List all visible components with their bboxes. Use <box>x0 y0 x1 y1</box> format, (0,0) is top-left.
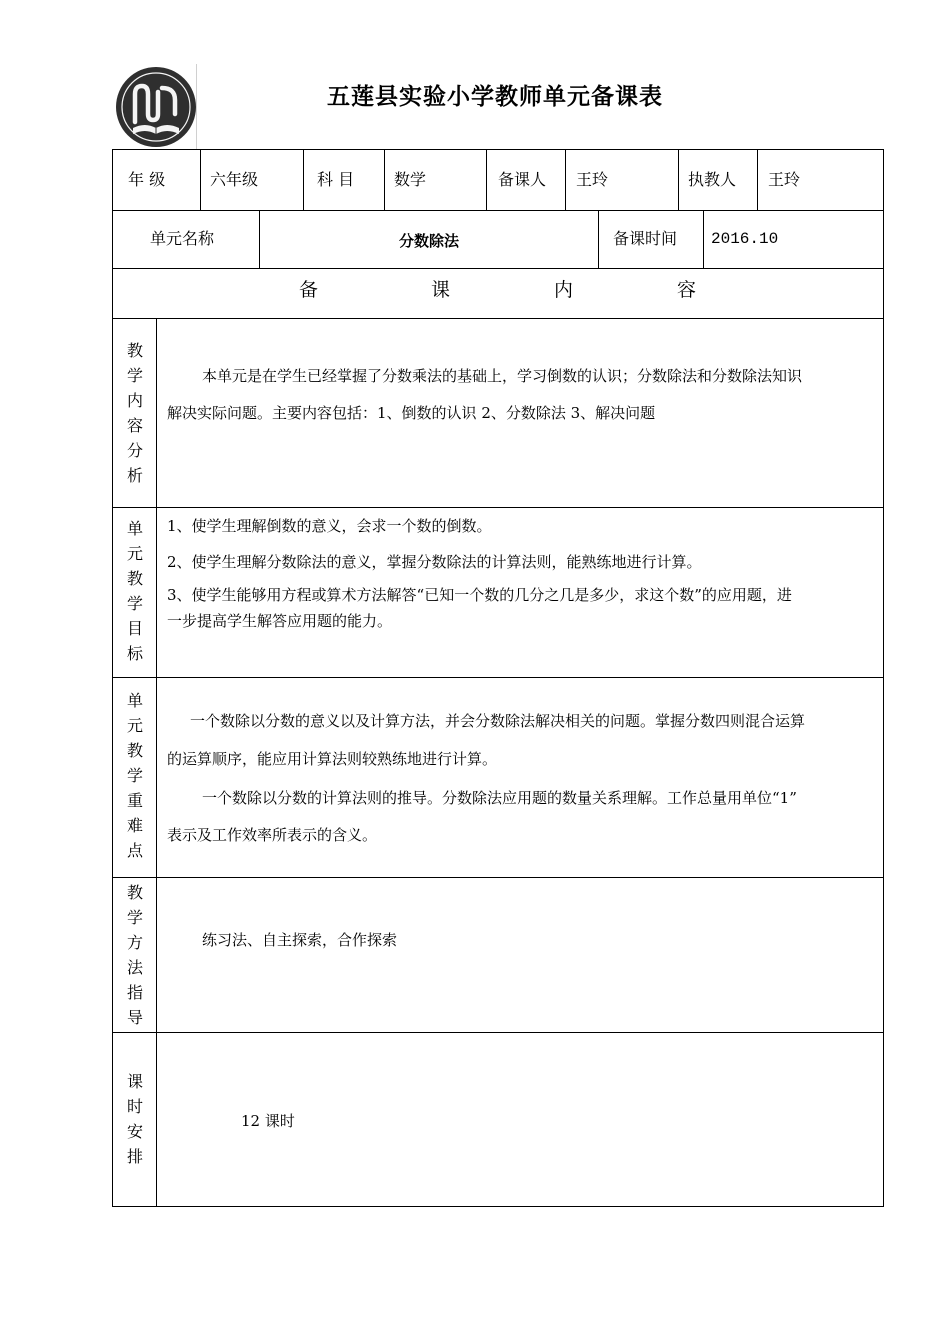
col-divider <box>384 149 385 211</box>
subject-value: 数学 <box>394 170 427 189</box>
row-divider <box>112 318 884 319</box>
page-title: 五莲县实验小学教师单元备课表 <box>327 84 663 110</box>
preparer-value: 王玲 <box>576 170 609 189</box>
school-logo-icon <box>115 64 197 150</box>
grade-value: 六年级 <box>210 170 259 189</box>
methods-text: 练习法、自主探索，合作探索 <box>202 931 398 949</box>
col-divider <box>565 149 566 211</box>
preparer-label: 备课人 <box>498 170 547 189</box>
content-header-char: 备 <box>299 279 319 301</box>
key-point-line: 一个数除以分数的计算法则的推导。分数除法应用题的数量关系理解。工作总量用单位“1” <box>202 789 797 807</box>
schedule-text: 12 课时 <box>241 1112 295 1130</box>
col-divider <box>598 210 599 269</box>
key-point-line: 的运算顺序，能应用计算法则较熟练地进行计算。 <box>167 750 498 768</box>
teacher-value: 王玲 <box>768 170 801 189</box>
unit-name-label: 单元名称 <box>150 229 215 248</box>
analysis-label: 教 学 内 容 分 析 <box>126 341 143 485</box>
row-divider <box>112 210 884 211</box>
col-divider <box>757 149 758 211</box>
content-header-char: 课 <box>431 279 451 301</box>
prep-time-label: 备课时间 <box>613 229 678 248</box>
key-point-line: 表示及工作效率所表示的含义。 <box>167 826 378 844</box>
key-points-label: 单 元 教 学 重 难 点 <box>126 691 143 860</box>
analysis-line: 本单元是在学生已经掌握了分数乘法的基础上，学习倒数的认识；分数除法和分数除法知识 <box>202 367 803 385</box>
col-divider <box>703 210 704 269</box>
row-divider <box>112 877 884 878</box>
col-divider <box>200 149 201 211</box>
row-divider <box>112 1032 884 1033</box>
prep-time-value: 2016.10 <box>711 230 779 248</box>
row-divider <box>112 677 884 678</box>
unit-name-value: 分数除法 <box>398 232 459 250</box>
schedule-label: 课 时 安 排 <box>126 1072 143 1166</box>
col-divider <box>303 149 304 211</box>
analysis-line: 解决实际问题。主要内容包括：1、倒数的认识 2、分数除法 3、解决问题 <box>167 404 656 422</box>
goals-label: 单 元 教 学 目 标 <box>126 519 143 663</box>
goal-line: 一步提高学生解答应用题的能力。 <box>167 612 393 630</box>
col-divider <box>486 149 487 211</box>
content-header-char: 内 <box>554 279 574 301</box>
methods-label: 教 学 方 法 指 导 <box>126 883 143 1027</box>
key-point-line: 一个数除以分数的意义以及计算方法，并会分数除法解决相关的问题。掌握分数四则混合运算 <box>190 712 806 730</box>
content-header-char: 容 <box>677 279 697 301</box>
goal-line: 3、使学生能够用方程或算术方法解答“已知一个数的几分之几是多少，求这个数”的应用题，进 <box>167 586 792 604</box>
subject-label: 科 目 <box>317 170 355 189</box>
goal-line: 2、使学生理解分数除法的意义，掌握分数除法的计算法则，能熟练地进行计算。 <box>167 553 702 571</box>
teacher-label: 执教人 <box>688 170 737 189</box>
grade-label: 年 级 <box>128 170 166 189</box>
col-divider <box>678 149 679 211</box>
goal-line: 1、使学生理解倒数的意义，会求一个数的倒数。 <box>167 517 492 535</box>
row-divider <box>112 268 884 269</box>
logo-divider <box>196 64 197 150</box>
